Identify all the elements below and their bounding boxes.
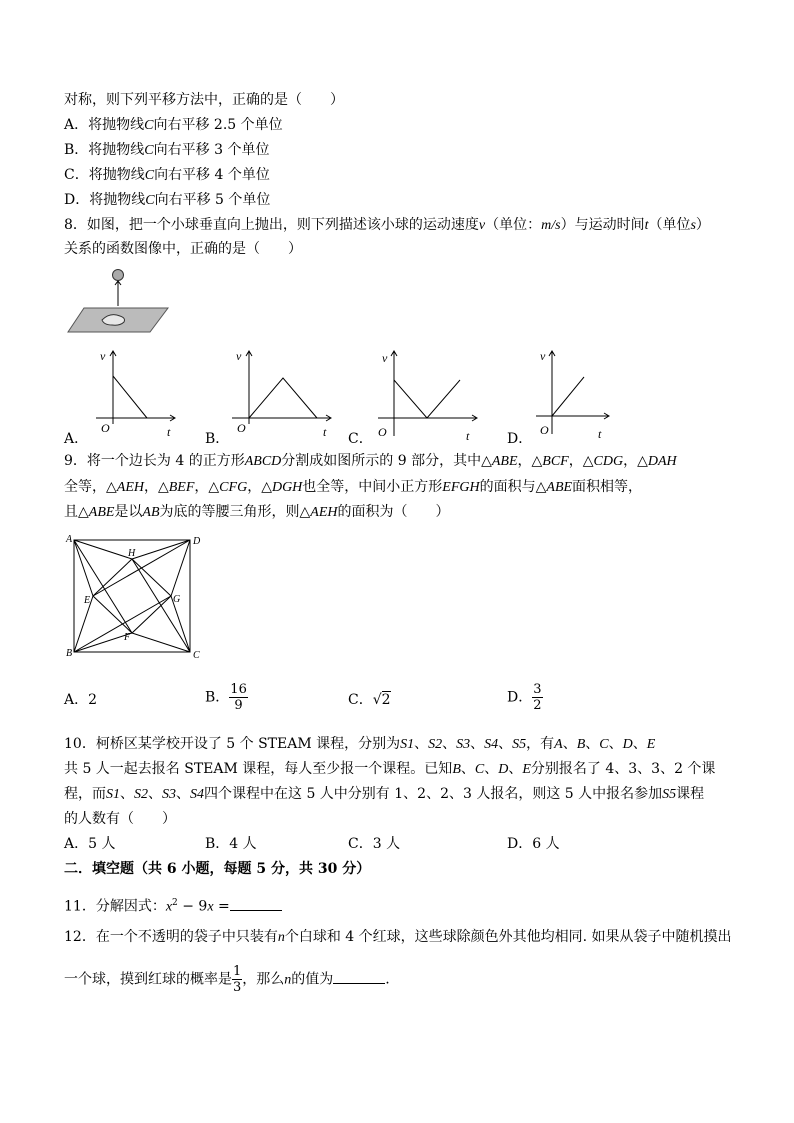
section-heading-fill-in: 二．填空题（共 6 小题，每题 5 分，共 30 分）: [64, 861, 371, 877]
q8-stem-line2: 关系的函数图像中，正确的是（ ）: [64, 241, 302, 257]
q8b-origin-label: O: [237, 421, 246, 435]
q8c-t-label: t: [466, 429, 470, 440]
q8-graph-c: [374, 346, 484, 440]
q7-option-a: A．将抛物线C向右平移 2.5 个单位: [64, 117, 283, 133]
fig-label-b: B: [66, 648, 73, 659]
q11-answer-blank[interactable]: [230, 898, 282, 911]
q8-stem-line1: 8．如图，把一个小球垂直向上抛出，则下列描述该小球的运动速度v（单位：m/s）与运动时间t（单位s）: [64, 217, 710, 233]
q12-answer-blank[interactable]: [333, 971, 385, 984]
fig-label-e: E: [84, 595, 91, 606]
q10-option-d: D．6 人: [507, 836, 560, 852]
q10-stem-line4: 的人数有（ ）: [64, 811, 176, 827]
q8c-v-label: v: [382, 351, 388, 365]
q9-square-figure: [62, 532, 208, 662]
q8-graph-b: [228, 346, 338, 440]
fig-label-c: C: [193, 650, 200, 661]
q8-option-c: C．: [348, 431, 373, 447]
fig-label-d: D: [193, 536, 201, 547]
q10-option-b: B．4 人: [205, 836, 257, 852]
q7-option-d: D．将抛物线C向右平移 5 个单位: [64, 192, 271, 208]
q8b-t-label: t: [323, 425, 327, 439]
q9-option-b: B． $\frac{16}{9}$: [205, 682, 247, 713]
q8-option-a: A．: [64, 431, 89, 447]
q11-stem: 11．分解因式：$x^2 - 9x$ =: [64, 894, 282, 917]
q8c-origin-label: O: [378, 425, 387, 439]
q12-stem-line1: 12．在一个不透明的袋子中只装有n个白球和 4 个红球，这些球除颜色外其他均相同. 如果从袋子中随机摸出: [64, 929, 732, 945]
q8d-v-label: v: [540, 349, 546, 363]
q7-option-b: B．将抛物线C向右平移 3 个单位: [64, 142, 270, 158]
q9-stem-line1: 9．将一个边长为 4 的正方形ABCD分割成如图所示的 9 部分，其中△ABE，△BCF，△CDG，△DAH: [64, 453, 677, 469]
q9-option-d: D． $\frac{3}{2}$: [507, 682, 542, 713]
fig-label-h: H: [128, 548, 136, 559]
q12-stem-line2: 一个球，摸到红球的概率是 $\frac{1}{3}$ ，那么n的值为 .: [64, 964, 390, 995]
q8d-t-label: t: [598, 427, 602, 440]
q8-graph-d: [534, 346, 614, 440]
q8-option-d: D．: [507, 431, 533, 447]
q10-option-c: C．3 人: [348, 836, 401, 852]
q7-option-c: C．将抛物线C向右平移 4 个单位: [64, 167, 270, 183]
q8b-v-label: v: [236, 349, 242, 363]
q10-stem-line2: 共 5 人一起去报名 STEAM 课程，每人至少报一个课程。已知B、C、D、E分别报名了 4、3、3、2 个课: [64, 761, 716, 777]
q7-stem: 对称，则下列平移方法中，正确的是（ ）: [64, 92, 344, 108]
q8-option-b: B．: [205, 431, 230, 447]
q8-graph-a: [92, 346, 182, 440]
fig-label-g: G: [173, 594, 181, 605]
fig-label-a: A: [66, 534, 73, 545]
q8a-origin-label: O: [101, 421, 110, 435]
q10-stem-line3: 程，而S1、S2、S3、S4四个课程中在这 5 人中分别有 1、2、2、3 人报名，则这 5 人中报名参加S5课程: [64, 786, 705, 802]
q10-option-a: A．5 人: [64, 836, 116, 852]
q8d-origin-label: O: [540, 423, 549, 437]
q9-stem-line2: 全等，△AEH，△BEF，△CFG，△DGH也全等，中间小正方形EFGH的面积与△ABE面积相等，: [64, 479, 643, 495]
q8-ball-illustration: [64, 266, 174, 338]
q8a-t-label: t: [167, 425, 171, 439]
fig-label-f: F: [124, 632, 131, 643]
q8a-v-label: v: [100, 349, 106, 363]
q9-option-c: C．√2: [348, 692, 391, 708]
q10-stem-line1: 10．柯桥区某学校开设了 5 个 STEAM 课程，分别为S1、S2、S3、S4、S5，有A、B、C、D、E: [64, 736, 656, 752]
q9-stem-line3: 且△ABE是以AB为底的等腰三角形，则△AEH的面积为（ ）: [64, 504, 450, 520]
q9-option-a: A．2: [64, 692, 98, 708]
